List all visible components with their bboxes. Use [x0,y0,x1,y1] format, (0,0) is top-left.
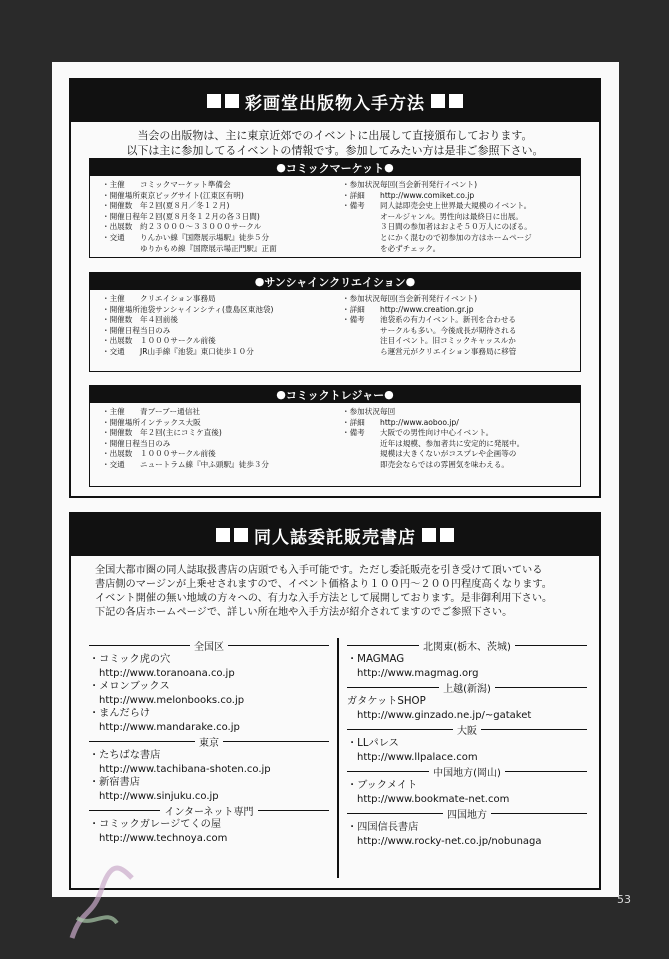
info-row [342,315,570,326]
info-key [342,212,380,223]
info-row [342,439,570,450]
store-url-link[interactable]: http://www.toranoana.co.jp [99,667,235,679]
info-key [342,326,380,337]
section-header [71,80,599,122]
info-key: ・開催場所 [102,190,140,200]
info-row [102,449,342,460]
store-column-right [347,638,587,848]
info-key: ・詳細 [342,417,365,427]
info-row [342,460,570,471]
region-heading [347,722,587,737]
info-key: ・備考 [342,201,365,211]
info-key: ・出展数 [102,222,133,232]
square-bullet-icon [422,528,436,542]
info-value: 規模は大きくないがコスプレや企画等の [380,449,517,459]
store-entry [89,680,329,707]
square-bullet-icon [234,528,248,542]
intro-line: イベント開催の無い地域の方々への、有力な入手方法として展開しております。是非御利用下さい。 [95,593,553,604]
info-key: ・参加状況 [342,294,380,303]
info-value: 近年は規模、参加者共に安定的に発展中。 [380,438,525,448]
store-entry [89,818,329,845]
info-row [102,294,342,305]
divider [347,813,443,814]
info-key [342,233,380,244]
region-heading [89,638,329,653]
info-row [342,336,570,347]
info-value: １０００サークル前後 [140,449,216,459]
dot-icon: ● [276,388,286,401]
store-column-left [89,638,329,845]
region-heading [89,734,329,749]
info-value: 毎回(当会新刊発行イベント) [380,294,478,303]
scanner-watermark-icon [62,858,142,948]
info-key: ・出展数 [102,336,133,346]
divider [515,645,587,646]
info-row [342,191,570,202]
info-value: ニュートラム線『中ふ頭駅』徒歩３分 [140,459,270,469]
info-key: ・開催日程 [102,438,140,448]
divider [258,810,329,811]
info-value: http://www.comiket.co.jp [380,190,475,200]
store-name: ・まんだらけ [89,708,151,719]
event-box [89,272,581,372]
store-name: ・コミックガレージてくの屋 [89,819,222,830]
store-entry [89,707,329,734]
info-key: ・詳細 [342,304,365,314]
info-key [342,336,380,347]
info-value: 注目イベント。旧コミックキャッスルか [380,336,516,346]
dot-icon: ● [254,275,265,288]
info-value: 即売会ならではの雰囲気を味わえる。 [380,459,510,469]
square-bullet-icon [216,528,230,542]
store-url-link[interactable]: http://www.bookmate-net.com [357,793,510,805]
info-key: ・開催場所 [102,304,140,314]
info-value: 当日のみ [140,325,171,335]
info-key: ・主催 [102,294,125,303]
info-row [102,180,342,191]
info-row [342,449,570,460]
info-row [102,201,342,212]
event-info-right [342,294,570,358]
store-entry [89,776,329,803]
store-url-link[interactable]: http://www.mandarake.co.jp [99,721,240,733]
store-url-link[interactable]: http://www.rocky-net.co.jp/nobunaga [357,835,542,847]
info-key: ・参加状況 [342,180,380,189]
info-key: ・開催数 [102,315,133,325]
info-value: インテックス大阪 [140,417,201,427]
event-box [89,158,581,258]
store-name: ・コミック虎の穴 [89,654,171,665]
event-title: サンシャインクリエイション [264,275,406,289]
event-info-left [102,407,342,471]
info-value: 青ブーブー通信社 [140,407,200,416]
info-key: ・開催数 [102,201,133,211]
store-entry [347,695,587,722]
info-value: http://www.creation.gr.jp [380,304,474,314]
info-row [102,407,342,418]
event-title: コミックマーケット [285,161,385,175]
section-title: 彩画堂出版物入手方法 [245,93,425,114]
store-name: ・ブックメイト [347,780,418,791]
dot-icon: ● [276,161,286,174]
info-value: 年２回(夏８月／冬１２月) [140,201,230,211]
info-row [342,428,570,439]
event-info-left [102,294,342,358]
info-row [102,191,342,202]
info-value: 池袋系の有力イベント。新刊を合わせる [380,315,517,325]
store-url-link[interactable]: http://www.sinjuku.co.jp [99,790,219,802]
intro-line: 以下は主に参加してるイベントの情報です。参加してみたい方は是非ご参照下さい。 [126,144,544,157]
info-key: ・開催数 [102,428,133,438]
info-value: 約２３０００～３３０００サークル [140,222,262,232]
store-entry [89,653,329,680]
dot-icon: ● [405,275,416,288]
info-key: ・交通 [102,346,125,356]
info-value: JR山手線『池袋』東口徒歩１０分 [140,346,254,356]
section-header [71,514,599,556]
info-row [342,418,570,429]
intro-line: 下記の各店ホームページで、詳しい所在地や入手方法が紹介されてますのでご参照下さい。 [95,607,513,618]
info-row [102,347,342,358]
info-key: ・開催日程 [102,211,140,221]
info-value: 大阪での男性向け中心イベント。 [380,428,494,438]
divider [347,729,453,730]
info-value: 東京ビッグサイト(江東区有明) [140,190,244,200]
info-row [342,347,570,358]
region-label: インターネット専門 [164,807,254,818]
store-url-link[interactable]: http://www.technoya.com [99,832,228,844]
info-value: 同人誌即売会史上世界最大規模のイベント。 [380,201,532,211]
section-intro [71,128,599,158]
store-url-link[interactable]: http://www.llpalace.com [357,751,478,763]
info-row [342,294,570,305]
info-row [342,305,570,316]
square-bullet-icon [207,94,221,108]
store-url-link[interactable]: http://www.ginzado.ne.jp/~gataket [357,709,532,721]
intro-line: 全国大都市圏の同人誌取扱書店の店頭でも入手可能です。ただし委託販売を引き受けて頂いている [95,565,543,576]
info-row [342,326,570,337]
divider [228,645,329,646]
store-name: ・たちばな書店 [89,750,161,761]
info-value: １０００サークル前後 [140,336,216,346]
section-intro [71,564,599,620]
divider [347,687,439,688]
info-row [102,418,342,429]
info-row [342,407,570,418]
info-value: ら運営元がクリエイション事務局に移管 [380,346,517,356]
event-info-left [102,180,342,254]
info-key [342,244,380,255]
info-value: クリエイション事務局 [140,294,216,303]
info-value: 毎回(当会新刊発行イベント) [380,180,478,189]
square-bullet-icon [431,94,445,108]
store-url-link[interactable]: http://www.melonbooks.co.jp [99,694,245,706]
info-value: ３日間の参加者はおよそ５０万人にのぼる。 [380,222,532,232]
info-key [102,244,140,255]
info-row [102,336,342,347]
info-value: 年４回前後 [140,315,178,325]
info-value: 年２回(主にコミケ直後) [140,428,222,438]
info-key: ・出展数 [102,449,133,459]
document-page [52,62,619,897]
store-name: ・MAGMAG [347,654,405,665]
square-bullet-icon [225,94,239,108]
info-value: サークルも多い。今後成長が期待される [380,325,517,335]
page-number: 53 [617,893,631,906]
region-heading [347,680,587,695]
info-row [102,439,342,450]
info-key: ・開催日程 [102,325,140,335]
region-label: 全国区 [194,642,224,653]
info-value: を必ずチェック。 [380,243,441,253]
info-row [102,212,342,223]
region-heading [347,764,587,779]
store-name: ・新宿書店 [89,777,140,788]
event-info-right [342,180,570,254]
info-key: ・主催 [102,407,125,416]
info-key: ・交通 [102,459,125,469]
store-url-link[interactable]: http://www.tachibana-shoten.co.jp [99,763,271,775]
divider [495,687,587,688]
dot-icon: ● [384,161,394,174]
store-name: ・LLパレス [347,738,399,749]
event-title-bar [90,159,580,176]
region-heading [89,803,329,818]
info-value: http://www.aoboo.jp/ [380,417,459,427]
column-divider [337,638,339,878]
info-row [342,201,570,212]
info-row [102,233,342,244]
info-value: 毎回 [380,407,396,416]
region-label: 北関東(栃木、茨城) [423,642,511,653]
info-row [102,305,342,316]
info-key: ・備考 [342,315,365,325]
region-label: 中国地方(岡山) [433,768,501,779]
store-entry [347,779,587,806]
info-row [342,212,570,223]
event-box [89,385,581,487]
store-entry [89,749,329,776]
info-value: オールジャンル。男性向は最終日に出展。 [380,211,523,221]
event-title: コミックトレジャー [285,388,385,402]
intro-line: 当会の出版物は、主に東京近郊でのイベントに出展して直接頒布しております。 [137,129,533,142]
info-key: ・主催 [102,180,125,189]
event-title-bar [90,386,580,403]
square-bullet-icon [440,528,454,542]
info-key: ・開催場所 [102,417,140,427]
info-key: ・参加状況 [342,407,380,416]
divider [347,771,429,772]
info-value: コミックマーケット準備会 [140,180,231,189]
divider [505,771,587,772]
divider [89,741,195,742]
info-key [342,439,380,450]
store-entry [347,653,587,680]
info-row [102,222,342,233]
info-row [102,315,342,326]
event-info-right [342,407,570,471]
region-heading [347,638,587,653]
store-name: ガタケットSHOP [347,696,426,707]
info-key: ・備考 [342,428,365,438]
info-key [342,460,380,471]
dot-icon: ● [384,388,394,401]
divider [491,813,587,814]
info-key [342,347,380,358]
region-label: 上越(新潟) [443,684,491,695]
info-key: ・交通 [102,232,125,242]
info-row [342,233,570,244]
divider [89,810,160,811]
info-value: 年２回(夏８月冬１２月の各３日間) [140,211,260,221]
divider [481,729,587,730]
intro-line: 書店側のマージンが上乗せされますので、イベント価格より１００円～２００円程度高くなります。 [95,579,552,590]
store-name: ・メロンブックス [89,681,170,692]
info-key: ・詳細 [342,190,365,200]
divider [347,645,419,646]
info-row [342,180,570,191]
info-key [342,449,380,460]
info-value: とにかく混むので初参加の方はホームページ [380,232,532,242]
info-value: りんかい線『国際展示場駅』徒歩５分 [140,232,270,242]
square-bullet-icon [449,94,463,108]
region-label: 大阪 [457,726,477,737]
info-key [342,222,380,233]
store-entry [347,737,587,764]
info-row [102,244,342,255]
store-entry [347,821,587,848]
divider [223,741,329,742]
store-list [89,638,585,876]
store-url-link[interactable]: http://www.magmag.org [357,667,479,679]
info-row [342,222,570,233]
region-label: 東京 [199,738,219,749]
info-value: 当日のみ [140,438,171,448]
info-row [342,244,570,255]
info-row [102,326,342,337]
event-title-bar [90,273,580,290]
section-title: 同人誌委託販売書店 [254,527,416,548]
consignment-stores-section [69,512,601,890]
info-value: ゆりかもめ線『国際展示場正門駅』正面 [140,243,277,253]
store-name: ・四国信長書店 [347,822,419,833]
divider [89,645,190,646]
info-value: 池袋サンシャインシティ(豊島区東池袋) [140,304,274,314]
acquisition-methods-section [69,78,601,498]
info-row [102,428,342,439]
region-heading [347,806,587,821]
region-label: 四国地方 [447,810,487,821]
info-row [102,460,342,471]
